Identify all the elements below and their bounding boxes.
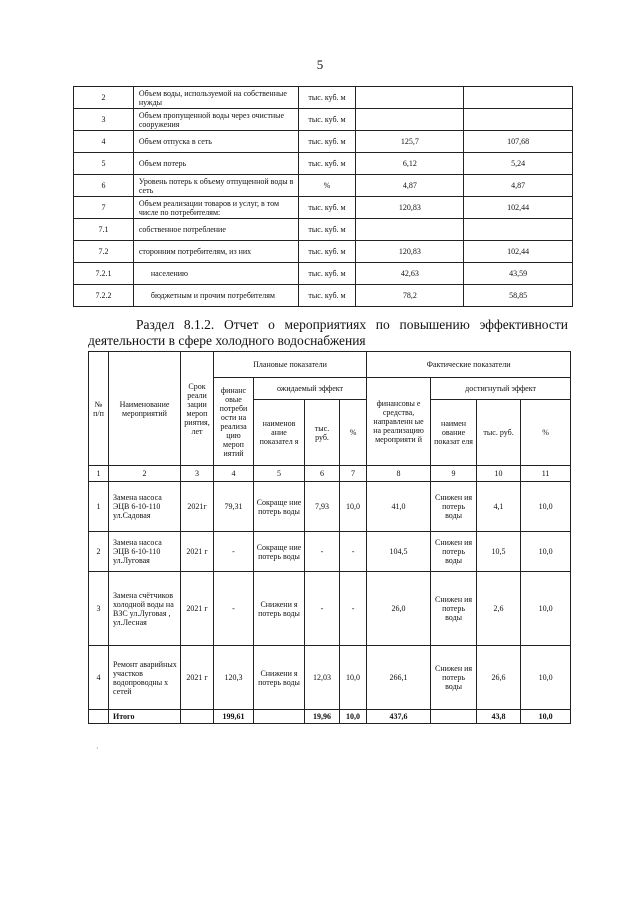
row-value-plan: 125,7 [356, 131, 464, 153]
plan-pct: 10,0 [340, 646, 367, 710]
header-fact-indicator: наимен ование показат еля [431, 400, 477, 466]
row-unit: тыс. куб. м [298, 109, 356, 131]
section-heading-line2: деятельности в сфере холодного водоснабжения [88, 333, 366, 348]
row-number: 2 [74, 87, 134, 109]
header-name: Наименование мероприятий [109, 352, 181, 466]
row-unit: тыс. куб. м [298, 197, 356, 219]
fact-pct: 10,0 [521, 532, 571, 572]
plan-pct: - [340, 532, 367, 572]
fact-indicator: Снижен ия потерь воды [431, 532, 477, 572]
row-unit: тыс. куб. м [298, 241, 356, 263]
column-number: 5 [254, 466, 305, 482]
row-value-plan [356, 109, 464, 131]
header-actual: Фактические показатели [367, 352, 571, 378]
row-value-fact: 58,85 [464, 285, 573, 307]
total-empty [89, 710, 109, 724]
plan-indicator: Сокраще ние потерь воды [254, 482, 305, 532]
fact-rub: 4,1 [477, 482, 521, 532]
table-row [74, 219, 573, 241]
row-number: 3 [74, 109, 134, 131]
fact-rub: 26,6 [477, 646, 521, 710]
row-number: 7.2 [74, 241, 134, 263]
fact-indicator: Снижен ия потерь воды [431, 572, 477, 646]
fact-rub: 10,5 [477, 532, 521, 572]
total-fact-rub: 43,8 [477, 710, 521, 724]
header-plan-indicator: наименов ание показател я [254, 400, 305, 466]
table-row [74, 197, 573, 219]
total-fact-finance: 437,6 [367, 710, 431, 724]
header-expected-effect: ожидаемый эффект [254, 378, 367, 400]
fact-pct: 10,0 [521, 482, 571, 532]
row-description: населению [133, 263, 298, 285]
plan-rub: - [305, 532, 340, 572]
row-description: Объем отпуска в сеть [133, 131, 298, 153]
total-empty [431, 710, 477, 724]
total-fact-pct: 10,0 [521, 710, 571, 724]
column-numbers-row [89, 466, 571, 482]
plan-finance: - [214, 532, 254, 572]
row-unit: % [298, 175, 356, 197]
table-row [74, 175, 573, 197]
section-heading [88, 317, 568, 349]
plan-finance: 79,31 [214, 482, 254, 532]
total-empty [254, 710, 305, 724]
table-row [74, 241, 573, 263]
column-number: 9 [431, 466, 477, 482]
scan-dot: · [96, 744, 99, 753]
row-value-plan: 6,12 [356, 153, 464, 175]
table-row [89, 646, 571, 710]
table-row [74, 131, 573, 153]
column-number: 8 [367, 466, 431, 482]
total-label: Итого [109, 710, 181, 724]
fact-finance: 104,5 [367, 532, 431, 572]
fact-finance: 41,0 [367, 482, 431, 532]
row-description: Объем пропущенной воды через очистные сооружения [133, 109, 298, 131]
plan-indicator: Снижени я потерь воды [254, 646, 305, 710]
efficiency-measures-table [88, 351, 571, 724]
row-value-plan [356, 219, 464, 241]
column-number: 4 [214, 466, 254, 482]
measure-term: 2021 г [181, 572, 214, 646]
row-value-fact: 102,44 [464, 197, 573, 219]
measure-name: Замена счётчиков холодной воды на ВЗС ул.Луговая , ул.Лесная [109, 572, 181, 646]
row-unit: тыс. куб. м [298, 153, 356, 175]
column-number: 2 [109, 466, 181, 482]
plan-rub: - [305, 572, 340, 646]
row-value-fact: 107,68 [464, 131, 573, 153]
measure-number: 4 [89, 646, 109, 710]
table-row [74, 153, 573, 175]
row-value-plan: 4,87 [356, 175, 464, 197]
row-value-fact [464, 109, 573, 131]
plan-rub: 7,93 [305, 482, 340, 532]
measure-number: 2 [89, 532, 109, 572]
header-plan-finance: финанс овые потреби ости на реализа цию мероп иятий [214, 378, 254, 466]
row-value-fact: 5,24 [464, 153, 573, 175]
row-unit: тыс. куб. м [298, 131, 356, 153]
table-row [74, 285, 573, 307]
row-unit: тыс. куб. м [298, 219, 356, 241]
plan-finance: 120,3 [214, 646, 254, 710]
measure-number: 3 [89, 572, 109, 646]
page-number: 5 [316, 57, 324, 72]
plan-pct: 10,0 [340, 482, 367, 532]
measure-name: Замена насоса ЭЦВ 6-10-110 ул.Луговая [109, 532, 181, 572]
header-plan-rub: тыс. руб. [305, 400, 340, 466]
row-number: 7.1 [74, 219, 134, 241]
row-description: Объем воды, используемой на собственные нужды [133, 87, 298, 109]
plan-rub: 12,03 [305, 646, 340, 710]
measure-number: 1 [89, 482, 109, 532]
column-number: 1 [89, 466, 109, 482]
total-plan-pct: 10,0 [340, 710, 367, 724]
table-row [74, 263, 573, 285]
fact-indicator: Снижен ия потерь воды [431, 482, 477, 532]
column-number: 3 [181, 466, 214, 482]
plan-indicator: Снижени я потерь воды [254, 572, 305, 646]
header-fact-rub: тыс. руб. [477, 400, 521, 466]
fact-finance: 26,0 [367, 572, 431, 646]
row-number: 5 [74, 153, 134, 175]
table-row [74, 109, 573, 131]
water-indicators-table [73, 86, 573, 307]
measure-term: 2021 г [181, 646, 214, 710]
row-unit: тыс. куб. м [298, 285, 356, 307]
table-row [89, 532, 571, 572]
section-heading-line1: Раздел 8.1.2. Отчет о мероприятиях по повышению эффективности [136, 317, 568, 332]
row-number: 7.2.1 [74, 263, 134, 285]
total-row [89, 710, 571, 724]
header-fact-pct: % [521, 400, 571, 466]
row-value-fact [464, 87, 573, 109]
plan-finance: - [214, 572, 254, 646]
measure-term: 2021 г [181, 532, 214, 572]
row-value-plan [356, 87, 464, 109]
table-row [89, 572, 571, 646]
fact-indicator: Снижен ия потерь воды [431, 646, 477, 710]
plan-pct: - [340, 572, 367, 646]
column-number: 11 [521, 466, 571, 482]
header-planned: Плановые показатели [214, 352, 367, 378]
column-number: 6 [305, 466, 340, 482]
fact-pct: 10,0 [521, 646, 571, 710]
row-value-plan: 120,83 [356, 197, 464, 219]
row-value-fact: 43,59 [464, 263, 573, 285]
row-description: собственное потребление [133, 219, 298, 241]
row-description: Уровень потерь к объему отпущенной воды в сеть [133, 175, 298, 197]
row-description: сторонним потребителям, из них [133, 241, 298, 263]
total-plan-rub: 19,96 [305, 710, 340, 724]
header-num: № п/п [89, 352, 109, 466]
row-number: 7 [74, 197, 134, 219]
measure-term: 2021г [181, 482, 214, 532]
measure-name: Замена насоса ЭЦВ 6-10-110 ул.Садовая [109, 482, 181, 532]
plan-indicator: Сокраще ние потерь воды [254, 532, 305, 572]
row-number: 4 [74, 131, 134, 153]
row-value-plan: 120,83 [356, 241, 464, 263]
table-row [74, 87, 573, 109]
header-term: Срок реали зации мероп риятия, лет [181, 352, 214, 466]
total-plan-finance: 199,61 [214, 710, 254, 724]
table-row [89, 482, 571, 532]
header-plan-pct: % [340, 400, 367, 466]
row-number: 7.2.2 [74, 285, 134, 307]
fact-finance: 266,1 [367, 646, 431, 710]
column-number: 10 [477, 466, 521, 482]
row-description: Объем реализации товаров и услуг, в том числе по потребителям: [133, 197, 298, 219]
header-fact-finance: финансовы е средства, направленн ые на реализацию мероприяти й [367, 378, 431, 466]
row-value-fact: 4,87 [464, 175, 573, 197]
column-number: 7 [340, 466, 367, 482]
header-achieved-effect: достигнутый эффект [431, 378, 571, 400]
row-value-plan: 78,2 [356, 285, 464, 307]
row-description: Объем потерь [133, 153, 298, 175]
fact-pct: 10,0 [521, 572, 571, 646]
row-value-plan: 42,63 [356, 263, 464, 285]
total-empty [181, 710, 214, 724]
row-number: 6 [74, 175, 134, 197]
measure-name: Ремонт аварийных участков водопроводны х сетей [109, 646, 181, 710]
row-unit: тыс. куб. м [298, 87, 356, 109]
row-unit: тыс. куб. м [298, 263, 356, 285]
row-value-fact [464, 219, 573, 241]
row-value-fact: 102,44 [464, 241, 573, 263]
row-description: бюджетным и прочим потребителям [133, 285, 298, 307]
fact-rub: 2,6 [477, 572, 521, 646]
